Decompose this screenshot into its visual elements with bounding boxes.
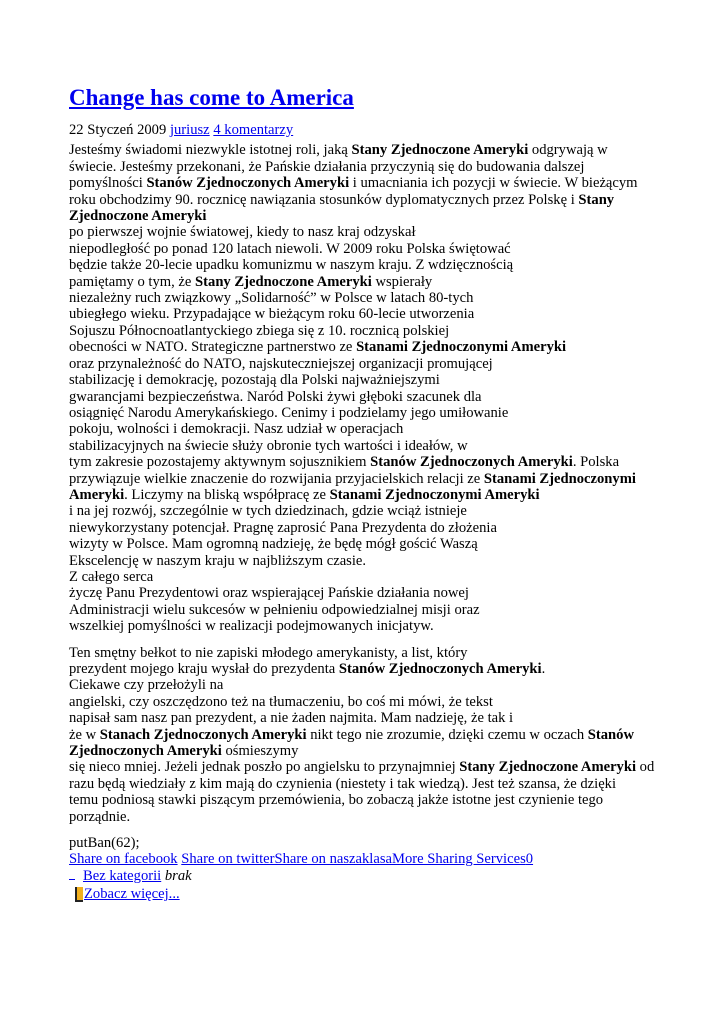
comment-line	[69, 759, 684, 775]
category-line	[69, 868, 684, 884]
letter-line	[69, 454, 684, 470]
post-author-link[interactable]: juriusz	[169, 122, 210, 138]
post-title-link[interactable]: Change has come to America	[69, 85, 354, 110]
comment-line	[69, 677, 684, 693]
bold-phrase: Stanów Zjednoczonych Ameryki	[338, 661, 542, 677]
letter-line	[69, 192, 684, 208]
text-run: stabilizację i demokrację, pozostają dla Polski najważniejszymi	[69, 372, 440, 389]
share-twitter-link[interactable]: Share on twitter	[181, 851, 275, 868]
comment-line	[69, 776, 684, 792]
bold-phrase: Zjednoczonych Ameryki	[69, 743, 222, 760]
text-run: gwarancjami bezpieczeństwa. Naród Polski żywi głęboki szacunek dla	[69, 388, 482, 405]
text-run: świecie. Jesteśmy przekonani, że Pańskie działania przyczynią się do budowania dalszej	[69, 158, 585, 175]
bold-phrase: Stanów	[587, 726, 634, 743]
letter-line	[69, 487, 684, 503]
letter-line	[69, 224, 684, 240]
text-run: pokoju, wolności i demokracji. Nasz udział w operacjach	[69, 421, 404, 438]
text-run: i na jej rozwój, szczególnie w tych dziedzinach, gdzie wciąż istnieje	[69, 503, 467, 520]
text-run: stabilizacyjnych na świecie służy obronie tych wartości i ideałów, w	[69, 437, 468, 454]
post-meta	[69, 122, 684, 138]
post-title	[69, 84, 684, 112]
letter-line	[69, 389, 684, 405]
letter-line	[69, 471, 684, 487]
text-run: ubiegłego wieku. Przypadające w bieżącym roku 60-lecie utworzenia	[69, 306, 475, 323]
letter-line	[69, 618, 684, 634]
document-icon	[75, 887, 83, 902]
text-run: niezależny ruch związkowy „Solidarność” w Polsce w latach 80-tych	[69, 290, 474, 307]
text-run: nikt tego nie zrozumie, dzięki czemu w oczach	[306, 726, 588, 743]
text-run: pamiętamy o tym, że	[69, 273, 196, 290]
text-run: . Polska	[572, 454, 620, 471]
letter-line	[69, 274, 684, 290]
comment-line	[69, 809, 684, 825]
letter-line	[69, 405, 684, 421]
text-run: niepodległość po ponad 120 latach niewoli. W 2009 roku Polska świętować	[69, 240, 511, 257]
comment-line	[69, 645, 684, 661]
bold-phrase: Stany Zjednoczone Ameryki	[195, 273, 372, 290]
text-run: życzę Panu Prezydentowi oraz wspierającej Pańskie działania nowej	[69, 585, 469, 602]
letter-line	[69, 290, 684, 306]
letter-line	[69, 536, 684, 552]
author-comment-text	[69, 645, 684, 825]
text-run: porządnie.	[69, 808, 131, 825]
letter-line	[69, 553, 684, 569]
letter-line	[69, 208, 684, 224]
bold-phrase: Stanów Zjednoczonych Ameryki	[146, 175, 350, 192]
text-run: od	[636, 759, 655, 776]
letter-line	[69, 438, 684, 454]
text-run: .	[541, 661, 546, 677]
text-run: Sojuszu Północnoatlantyckiego zbiega się z 10. rocznicą polskiej	[69, 322, 450, 339]
bold-phrase: Stany	[578, 191, 615, 208]
comment-line	[69, 743, 684, 759]
share-naszaklasa-link[interactable]: Share on naszaklasa	[274, 851, 392, 868]
comment-line	[69, 710, 684, 726]
text-run: osiągnięć Narodu Amerykańskiego. Cenimy i podzielamy jego umiłowanie	[69, 404, 509, 421]
share-more-link[interactable]: More Sharing Services	[392, 851, 526, 868]
letter-line	[69, 372, 684, 388]
bold-phrase: Stanach Zjednoczonych Ameryki	[99, 726, 307, 743]
share-facebook-link[interactable]: Share on facebook	[69, 851, 178, 868]
text-run: pomyślności	[69, 175, 147, 192]
comment-line	[69, 661, 684, 677]
text-run: angielski, czy oszczędzono też na tłumaczeniu, bo coś mi mówi, że tekst	[69, 693, 493, 710]
text-run: Administracji wielu sukcesów w pełnieniu odpowiedzialnej misji oraz	[69, 601, 480, 618]
letter-line	[69, 585, 684, 601]
text-run: wspierały	[371, 273, 433, 290]
bold-phrase: Zjednoczone Ameryki	[69, 208, 207, 225]
letter-line	[69, 503, 684, 519]
text-run: oraz przynależność do NATO, najskuteczniejszej organizacji promującej	[69, 355, 493, 372]
bold-phrase: Stany Zjednoczone Ameryki	[351, 142, 529, 159]
category-link[interactable]: Bez kategorii	[83, 867, 162, 884]
text-run: Ciekawe czy przełożyli na	[69, 677, 224, 694]
read-more-link[interactable]: Zobacz więcej...	[84, 886, 180, 903]
text-run: wszelkiej pomyślności w realizacji podejmowanych inicjatyw.	[69, 618, 434, 635]
bold-phrase: Stanami Zjednoczonymi	[483, 470, 636, 487]
letter-text	[69, 142, 684, 634]
bold-phrase: Ameryki	[69, 486, 125, 503]
letter-line	[69, 323, 684, 339]
text-run: . Liczymy na bliską współpracę ze	[124, 486, 330, 503]
text-run: i umacniania ich pozycji w świecie. W bieżącym	[349, 175, 638, 192]
post-comments-link[interactable]: 4 komentarzy	[213, 122, 294, 138]
text-run: obecności w NATO. Strategiczne partnerstwo ze	[69, 339, 357, 356]
letter-line	[69, 602, 684, 618]
text-run: przywiązuje wielkie znaczenie do rozwijania przyjacielskich relacji ze	[69, 470, 484, 487]
post-date: 22 Styczeń 2009	[69, 122, 167, 138]
category-link-spacer	[69, 879, 75, 880]
text-run: napisał sam nasz pan prezydent, a nie żaden najmita. Mam nadzieję, że tak i	[69, 710, 514, 727]
letter-line	[69, 159, 684, 175]
letter-line	[69, 241, 684, 257]
bold-phrase: Stanami Zjednoczonymi Ameryki	[356, 339, 567, 356]
tag-text: brak	[164, 867, 192, 884]
share-bar	[69, 851, 684, 867]
text-run: Ten smętny bełkot to nie zapiski młodego amerykanisty, a list, który	[69, 644, 468, 661]
text-run: Z całego serca	[69, 568, 154, 585]
text-run: razu będą wiedziały z kim mają do czynienia (niestety i tak wiedzą). Jest też szansa, że dzięki	[69, 775, 617, 792]
text-run: odgrywają w	[528, 142, 608, 159]
text-run: tym zakresie pozostajemy aktywnym sojusznikiem	[69, 454, 371, 471]
text-run: Jesteśmy świadomi niezwykle istotnej roli, jaką	[69, 142, 352, 159]
text-run: ośmieszymy	[221, 743, 299, 760]
text-run: Ekscelencję w naszym kraju w najbliższym czasie.	[69, 552, 367, 569]
text-run: prezydent mojego kraju wysłał do prezydenta	[69, 661, 339, 677]
bold-phrase: Stanów Zjednoczonych Ameryki	[370, 454, 573, 471]
letter-line	[69, 569, 684, 585]
letter-line	[69, 175, 684, 191]
text-run: po pierwszej wojnie światowej, kiedy to nasz kraj odzyskał	[69, 224, 416, 241]
comment-line	[69, 694, 684, 710]
text-run: roku obchodzimy 90. rocznicę nawiązania stosunków dyplomatycznych przez Polskę i	[69, 191, 579, 208]
letter-line	[69, 421, 684, 437]
text-run: wizyty w Polsce. Mam ogromną nadzieję, że będę mógł gościć Waszą	[69, 536, 478, 553]
share-count[interactable]: 0	[525, 851, 534, 868]
text-run: że w	[69, 726, 100, 743]
bold-phrase: Stanami Zjednoczonymi Ameryki	[329, 486, 540, 503]
letter-line	[69, 339, 684, 355]
letter-line	[69, 306, 684, 322]
text-run: się nieco mniej. Jeżeli jednak poszło po angielsku to przynajmniej	[69, 759, 460, 776]
text-run: temu podniosą stawki piszącym przemówienia, bo zobaczą jakże istotne jest czynienie tego	[69, 792, 604, 809]
text-run: będzie także 20-lecie upadku komunizmu w naszym kraju. Z wdzięcznością	[69, 257, 514, 274]
read-more-line	[69, 886, 684, 902]
letter-line	[69, 520, 684, 536]
script-text: putBan(62);	[69, 835, 140, 852]
comment-line	[69, 792, 684, 808]
letter-line	[69, 257, 684, 273]
letter-line	[69, 356, 684, 372]
comment-line	[69, 727, 684, 743]
letter-line	[69, 142, 684, 158]
text-run: niewykorzystany potencjał. Pragnę zaprosić Pana Prezydenta do złożenia	[69, 519, 497, 536]
bold-phrase: Stany Zjednoczone Ameryki	[459, 759, 637, 776]
